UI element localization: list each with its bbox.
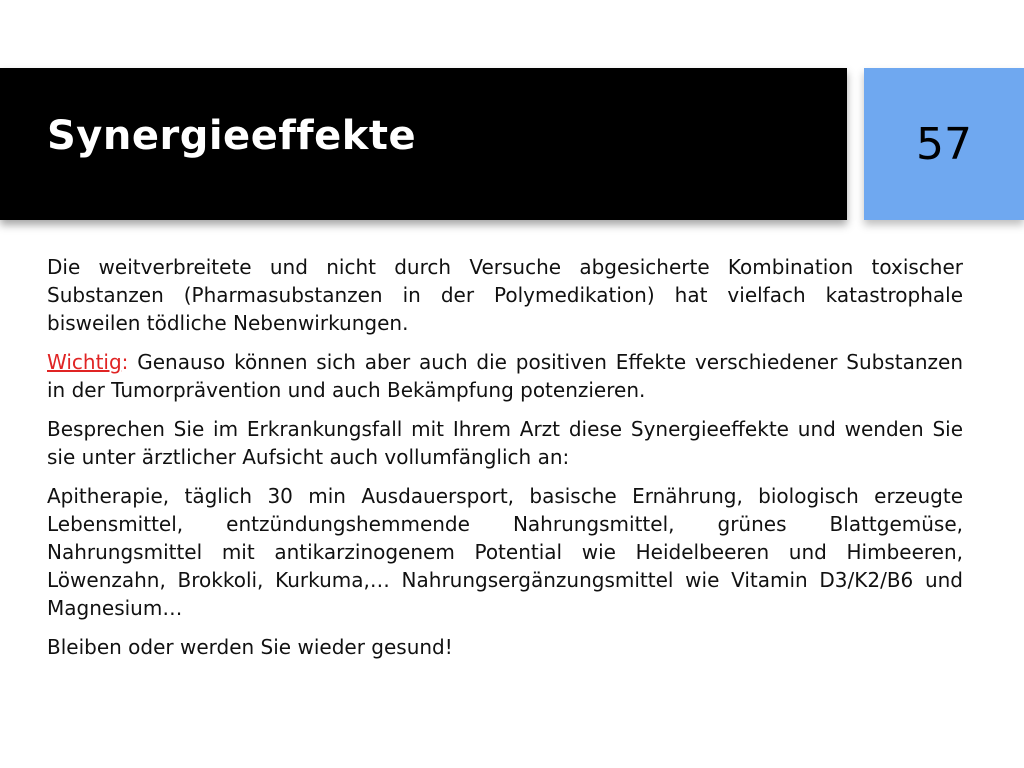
slide-title: Synergieeffekte [47,113,417,159]
slide-body [47,253,963,672]
important-colon: : [121,350,129,374]
paragraph-important [47,348,963,404]
paragraph-measures: Apitherapie, täglich 30 min Ausdauersport, basische Ernährung, biologisch erzeugte Lebensmittel, entzündungshemmende Nahrungsmittel, grünes Blattgemüse, Nahrungsmittel mit antikarzinogenem Potential wie Heidelbeeren und Himbeeren, Löwenzahn, Brokkoli, Kurkuma,… Nahrungsergänzungsmittel wie Vitamin D3/K2/B6 und Magnesium… [47,484,963,620]
important-keyword: Wichtig [47,350,122,374]
slide-number: 57 [916,119,972,170]
paragraph-intro: Die weitverbreitete und nicht durch Versuche abgesicherte Kombination toxischer Substanzen (Pharmasubstanzen in der Polymedikation) hat vielfach katastrophale bisweilen tödliche Nebenwirkungen. [47,255,963,335]
paragraph-closing: Bleiben oder werden Sie wieder gesund! [47,635,453,659]
paragraph-advice: Besprechen Sie im Erkrankungsfall mit Ihrem Arzt diese Synergieeffekte und wenden Sie sie unter ärztlicher Aufsicht auch vollumfänglich an: [47,417,963,469]
important-text: Genauso können sich aber auch die positiven Effekte verschiedener Substanzen in der Tumorprävention und auch Bekämpfung potenzieren. [47,350,963,402]
